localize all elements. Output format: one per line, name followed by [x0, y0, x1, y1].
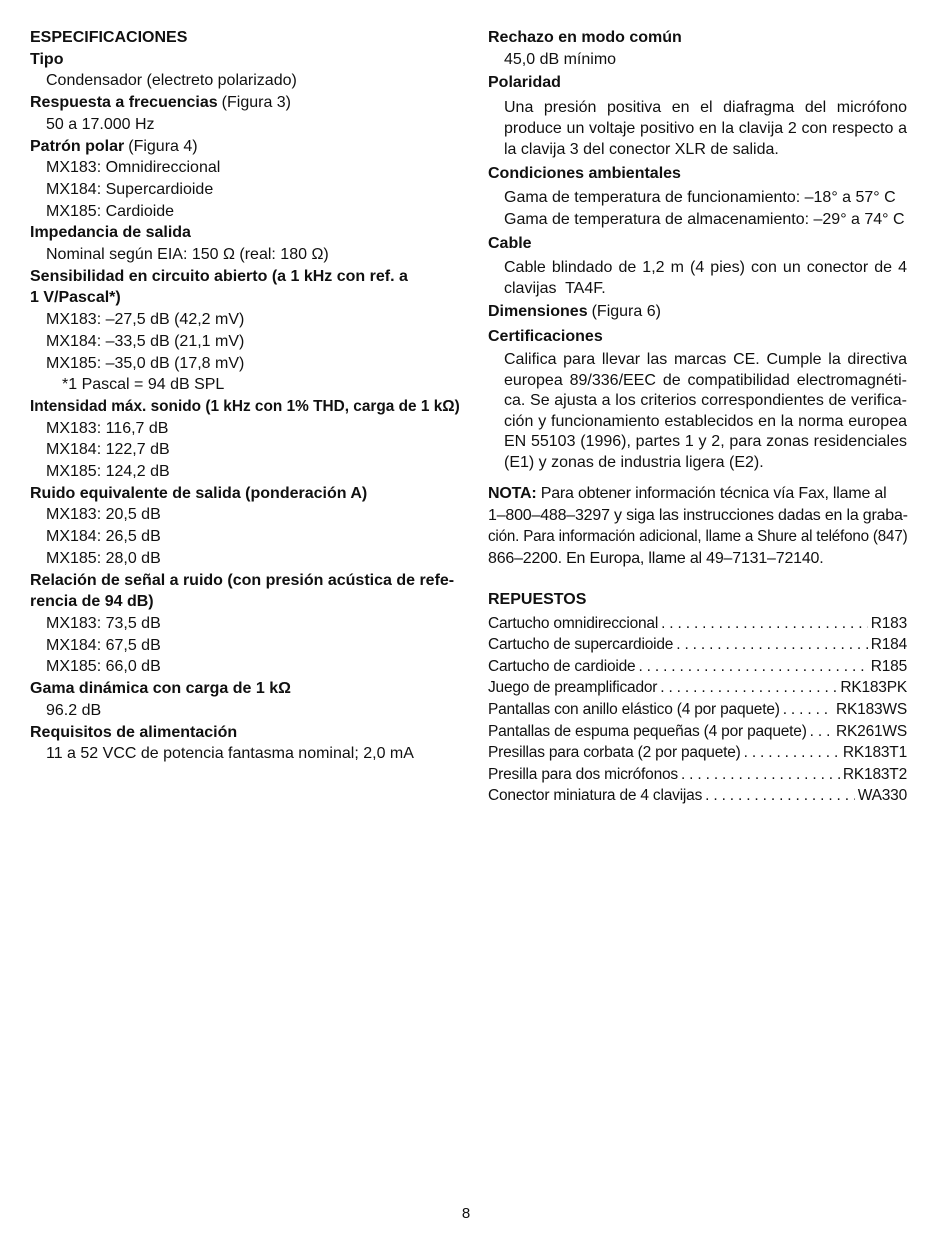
footnote: *1 Pascal = 94 dB SPL [62, 376, 225, 394]
spec-section-ruido [30, 483, 460, 570]
spec-item: MX184: Supercardioide [46, 180, 214, 198]
section-heading [30, 136, 460, 158]
leader-dots [744, 742, 840, 764]
paragraph-line: (E1) y zonas de industria ligera (E2). [504, 453, 764, 471]
section-heading: Certificaciones [488, 327, 603, 345]
paragraph-line: Cable blindado de 1,2 m (4 pies) con un conector de 4 [504, 258, 907, 276]
heading-suffix: (Figura 4) [128, 137, 198, 155]
part-code: WA330 [857, 787, 907, 805]
heading-text: Patrón polar [30, 137, 125, 155]
section-heading [30, 92, 460, 114]
spec-item: MX185: Cardioide [46, 202, 175, 220]
document-page [30, 27, 907, 807]
note-line [488, 483, 907, 504]
spec-section-tipo [30, 49, 460, 92]
spec-section-intensidad [30, 396, 460, 483]
part-row [488, 742, 907, 764]
section-heading: Cable [488, 235, 532, 253]
spec-item: Gama de temperatura de almacenamiento: –29° a 74° C [504, 210, 905, 228]
spec-section-relacion [30, 570, 460, 679]
spec-item: MX184: 67,5 dB [46, 636, 161, 654]
spec-item: 11 a 52 VCC de potencia fantasma nominal; 2,0 mA [46, 745, 414, 763]
note-line: 866–2200. En Europa, llame al 49–7131–72140. [488, 549, 824, 567]
section-heading [488, 301, 907, 323]
section-heading: Requisitos de alimentación [30, 723, 238, 741]
note-line: 1–800–488–3297 y siga las instrucciones dadas en la graba- [488, 506, 908, 524]
spec-section-cable [488, 233, 907, 299]
section-heading: Gama dinámica con carga de 1 kΩ [30, 680, 291, 698]
section-heading: Condiciones ambientales [488, 165, 681, 183]
part-name: Cartucho de supercardioide [488, 636, 674, 654]
part-code: RK183PK [840, 679, 907, 697]
part-row [488, 613, 907, 635]
part-name: Presilla para dos micrófonos [488, 765, 678, 783]
part-name: Cartucho de cardioide [488, 657, 636, 675]
spec-item: Nominal según EIA: 150 Ω (real: 180 Ω) [46, 246, 329, 264]
spec-item: 45,0 dB mínimo [504, 50, 617, 68]
paragraph-line: ca. Se ajusta a los criterios correspondientes de verifica- [504, 392, 907, 410]
note-line: ción. Para información adicional, llame a Shure al teléfono (847) [488, 528, 908, 546]
part-code: RK183T2 [842, 765, 907, 783]
note [488, 483, 907, 569]
spec-item: MX183: 20,5 dB [46, 506, 161, 524]
part-code: RK183T1 [842, 744, 907, 762]
paragraph-line: EN 55103 (1996), partes 1 y 2, para zonas residenciales [504, 433, 907, 451]
paragraph-line: clavijas TA4F. [504, 279, 606, 297]
spec-section-dimensiones [488, 301, 907, 323]
spec-item: MX183: 73,5 dB [46, 614, 161, 632]
spec-item: MX185: 124,2 dB [46, 463, 170, 481]
spec-item: 50 a 17.000 Hz [46, 115, 155, 133]
spec-section-rechazo [488, 27, 907, 70]
leader-dots [676, 634, 868, 656]
part-name: Pantallas con anillo elástico (4 por paquete) [488, 701, 780, 719]
spec-item: MX184: 26,5 dB [46, 528, 161, 546]
spec-item: MX185: 66,0 dB [46, 658, 161, 676]
page-number: 8 [461, 1205, 471, 1222]
spec-item: MX183: Omnidireccional [46, 159, 221, 177]
spec-section-polaridad [488, 72, 907, 160]
heading-text: Dimensiones [488, 302, 588, 320]
paragraph-line: la clavija 3 del conector XLR de salida. [504, 141, 779, 159]
part-code: R185 [870, 657, 907, 675]
leader-dots [661, 613, 868, 635]
part-name: Pantallas de espuma pequeñas (4 por paquete) [488, 722, 807, 740]
part-row [488, 721, 907, 743]
leader-dots [783, 699, 833, 721]
spec-section-sensibilidad [30, 266, 460, 396]
leader-dots [660, 677, 837, 699]
heading-text: Respuesta a frecuencias [30, 94, 218, 112]
spec-section-respuesta [30, 92, 460, 135]
leader-dots [638, 656, 867, 678]
part-row [488, 634, 907, 656]
paragraph-line: Califica para llevar las marcas CE. Cumple la directiva [504, 351, 907, 369]
section-heading: Tipo [30, 50, 64, 68]
section-heading: Rechazo en modo común [488, 29, 682, 46]
leader-dots [705, 785, 855, 807]
replacement-parts-title: REPUESTOS [488, 590, 587, 608]
part-name: Conector miniatura de 4 clavijas [488, 787, 703, 805]
spec-item: MX185: 28,0 dB [46, 549, 161, 567]
section-heading-line1: Sensibilidad en circuito abierto (a 1 kHz con ref. a [30, 267, 408, 285]
part-code: RK261WS [836, 722, 907, 740]
part-code: R184 [870, 636, 907, 654]
spec-section-impedancia [30, 222, 460, 265]
part-name: Presillas para corbata (2 por paquete) [488, 744, 741, 762]
spec-item: 96.2 dB [46, 701, 102, 719]
part-row [488, 764, 907, 786]
spec-section-requisitos [30, 722, 460, 765]
section-heading: Intensidad máx. sonido (1 kHz con 1% THD, carga de 1 kΩ) [30, 397, 460, 415]
section-heading: Ruido equivalente de salida (ponderación A) [30, 484, 368, 502]
specifications-title: ESPECIFICACIONES [30, 29, 188, 46]
spec-section-patron-polar [30, 136, 460, 223]
section-heading: Polaridad [488, 74, 561, 92]
spec-item: MX185: –35,0 dB (17,8 mV) [46, 354, 245, 372]
spec-item: MX183: –27,5 dB (42,2 mV) [46, 311, 245, 329]
spec-item: MX184: 122,7 dB [46, 441, 170, 459]
section-heading-line2: rencia de 94 dB) [30, 593, 154, 611]
part-name: Cartucho omnidireccional [488, 614, 659, 632]
part-row [488, 677, 907, 699]
part-row [488, 785, 907, 807]
part-row [488, 656, 907, 678]
leader-dots [681, 764, 840, 786]
part-code: RK183WS [836, 701, 907, 719]
spec-item: Gama de temperatura de funcionamiento: –18° a 57° C [504, 188, 896, 206]
spec-section-condiciones [488, 163, 907, 230]
spec-item: MX183: 116,7 dB [46, 419, 169, 437]
spec-item: Condensador (electreto polarizado) [46, 72, 297, 90]
leader-dots [810, 721, 833, 743]
replacement-parts-list [488, 613, 907, 807]
part-name: Juego de preamplificador [488, 679, 658, 697]
right-column [488, 27, 907, 807]
heading-suffix: (Figura 6) [591, 302, 661, 320]
spec-section-gama-dinamica [30, 678, 460, 721]
note-label: NOTA: [488, 485, 537, 503]
paragraph-line: produce un voltaje positivo en la clavija 2 con respecto a [504, 120, 907, 138]
section-heading: Impedancia de salida [30, 224, 191, 242]
section-heading-line2: 1 V/Pascal*) [30, 289, 121, 307]
note-text: Para obtener información técnica vía Fax, llame al [540, 485, 887, 503]
part-row [488, 699, 907, 721]
part-code: R183 [870, 614, 907, 632]
heading-suffix: (Figura 3) [221, 94, 292, 112]
section-heading-line1: Relación de señal a ruido (con presión acústica de refe- [30, 571, 455, 589]
specifications-column [30, 27, 460, 807]
spec-item: MX184: –33,5 dB (21,1 mV) [46, 332, 245, 350]
spec-section-certificaciones [488, 326, 907, 474]
paragraph-line: europea 89/336/EEC de compatibilidad electromagnéti- [504, 371, 907, 389]
paragraph-line: Una presión positiva en el diafragma del micrófono [504, 99, 907, 117]
paragraph-line: ción y funcionamiento establecidos en la norma europea [504, 412, 907, 430]
